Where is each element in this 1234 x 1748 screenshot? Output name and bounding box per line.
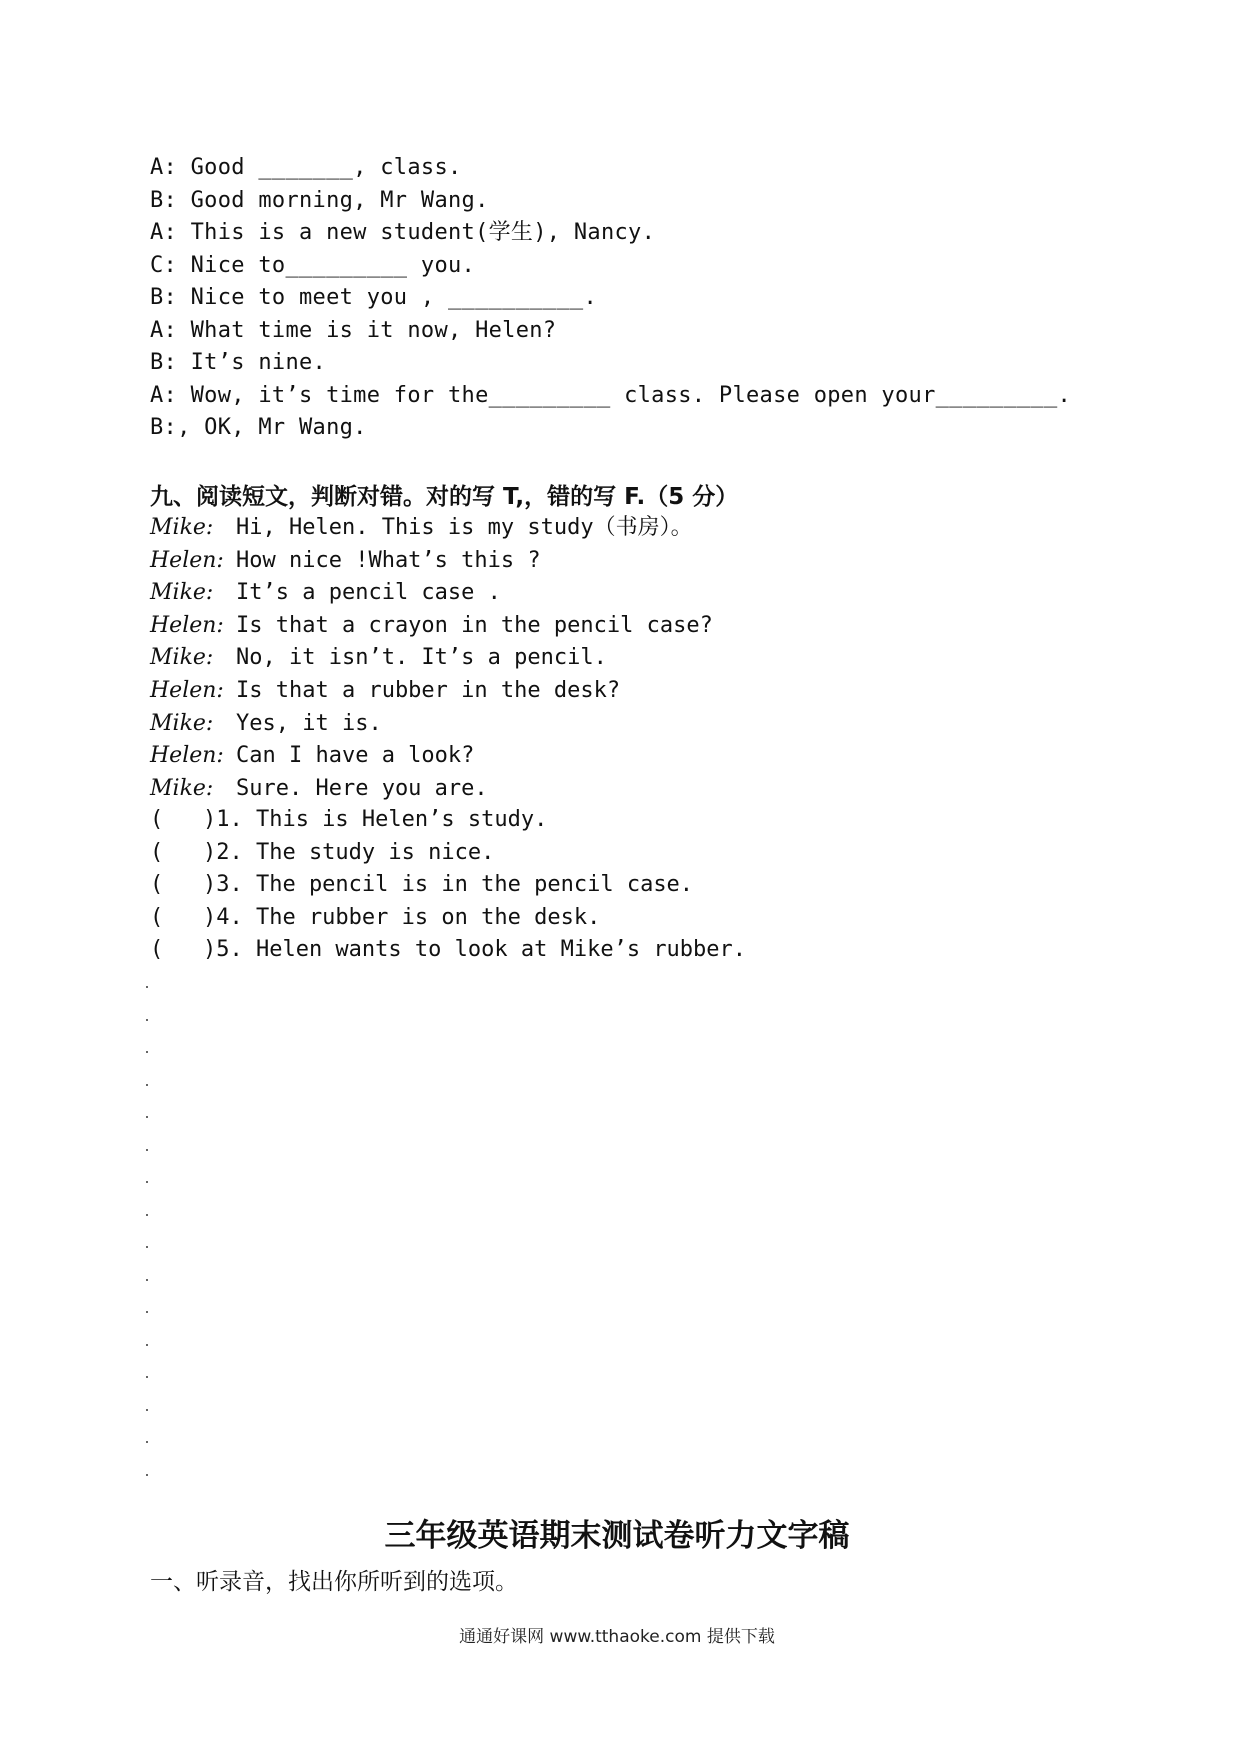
- paragraph-dot: [146, 1311, 148, 1313]
- paragraph-dot: [146, 1019, 148, 1021]
- paragraph-dot: [146, 1409, 148, 1411]
- section-9-heading: 九、阅读短文，判断对错。对的写 T,，错的写 F.（5 分）: [150, 484, 739, 510]
- paragraph-dot: [146, 1344, 148, 1346]
- dialogue-row: [150, 642, 713, 675]
- dialogue-row: [150, 577, 713, 610]
- paragraph-dot: [146, 1474, 148, 1476]
- dialogue-row: [150, 545, 713, 578]
- speaker-label: Mike:: [150, 775, 214, 801]
- paragraph-dot: [146, 1441, 148, 1443]
- listening-title: 三年级英语期末测试卷听力文字稿: [384, 1518, 850, 1554]
- speaker-label: Mike:: [150, 710, 214, 736]
- dialogue-line: B: Nice to meet you , __________.: [150, 285, 597, 310]
- dialogue-row: [150, 675, 713, 708]
- question-item: ( )1. This is Helen’s study.: [150, 807, 548, 832]
- speaker-label: Helen:: [150, 547, 224, 573]
- paragraph-dot: [146, 1376, 148, 1378]
- dialogue-row: [150, 740, 713, 773]
- utterance: How nice !What’s this ?: [236, 547, 541, 573]
- speaker-label: Helen:: [150, 612, 224, 638]
- paragraph-dot: [146, 1116, 148, 1118]
- utterance: No, it isn’t. It’s a pencil.: [236, 645, 607, 671]
- utterance: Can I have a look?: [236, 743, 475, 769]
- speaker-label: Mike:: [150, 515, 214, 540]
- dialogue-line: C: Nice to_________ you.: [150, 252, 476, 278]
- utterance: Sure. Here you are.: [236, 775, 488, 801]
- paragraph-dot: [146, 1214, 148, 1216]
- question-item: ( )3. The pencil is in the pencil case.: [150, 872, 694, 898]
- dialogue-row: [150, 773, 713, 806]
- paragraph-dot: [146, 1246, 148, 1248]
- speaker-label: Mike:: [150, 645, 214, 671]
- utterance: Hi, Helen. This is my study（书房）。: [236, 515, 693, 540]
- paragraph-dot: [146, 1279, 148, 1281]
- dialogue-row: [150, 512, 713, 545]
- reading-dialogue: [150, 512, 713, 805]
- utterance: Is that a rubber in the desk?: [236, 677, 621, 703]
- dialogue-row: [150, 610, 713, 643]
- true-false-questions: [150, 804, 746, 967]
- dialogue-line: A: What time is it now, Helen?: [150, 317, 557, 343]
- dialogue-line: B: Good morning, Mr Wang.: [150, 187, 489, 213]
- listening-section-1: 一、听录音，找出你所听到的选项。: [150, 1569, 518, 1595]
- empty-paragraph-markers: [146, 986, 148, 1506]
- paragraph-dot: [146, 986, 148, 988]
- paragraph-dot: [146, 1084, 148, 1086]
- paragraph-dot: [146, 1181, 148, 1183]
- dialogue-line: A: Good _______, class.: [150, 155, 462, 180]
- dialogue-1: [150, 152, 1071, 445]
- question-item: ( )5. Helen wants to look at Mike’s rubber.: [150, 937, 747, 963]
- utterance: Yes, it is.: [236, 710, 382, 736]
- page-footer: 通通好课网 www.tthaoke.com 提供下载: [459, 1627, 775, 1647]
- paragraph-dot: [146, 1149, 148, 1151]
- speaker-label: Helen:: [150, 677, 224, 703]
- speaker-label: Mike:: [150, 580, 214, 606]
- dialogue-row: [150, 708, 713, 741]
- dialogue-line: A: Wow, it’s time for the_________ class. Please open your_________.: [150, 382, 1072, 408]
- speaker-label: Helen:: [150, 743, 224, 769]
- question-item: ( )2. The study is nice.: [150, 839, 495, 865]
- paragraph-dot: [146, 1051, 148, 1053]
- question-item: ( )4. The rubber is on the desk.: [150, 904, 601, 930]
- dialogue-line: B: It’s nine.: [150, 350, 327, 375]
- utterance: It’s a pencil case .: [236, 580, 501, 606]
- dialogue-line: B:, OK, Mr Wang.: [150, 415, 367, 440]
- utterance: Is that a crayon in the pencil case?: [236, 612, 713, 638]
- dialogue-line: A: This is a new student(学生), Nancy.: [150, 220, 656, 245]
